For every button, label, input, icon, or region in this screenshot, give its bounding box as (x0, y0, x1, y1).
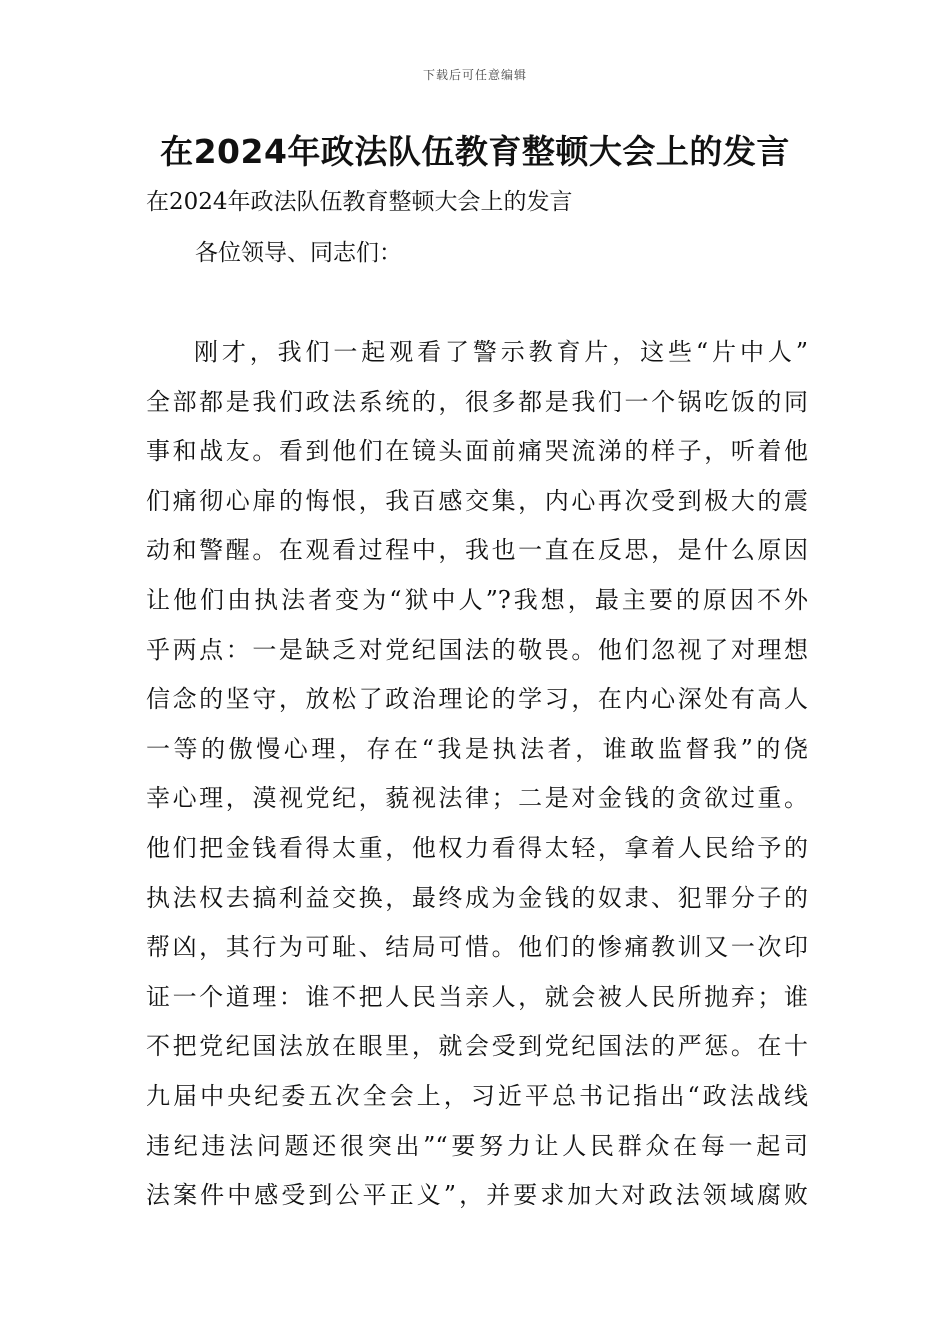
body-paragraph (146, 328, 808, 1221)
paragraph-line: 不把党纪国法放在眼里，就会受到党纪国法的严惩。在十 (146, 1032, 808, 1061)
paragraph-line: 一等的傲慢心理，存在“我是执法者，谁敢监督我”的侥 (146, 734, 808, 763)
paragraph-line: 乎两点：一是缺乏对党纪国法的敬畏。他们忽视了对理想 (146, 635, 808, 664)
paragraph-line: 信念的坚守，放松了政治理论的学习，在内心深处有高人 (146, 685, 808, 714)
paragraph-line: 动和警醒。在观看过程中，我也一直在反思，是什么原因 (146, 536, 808, 565)
header-note: 下载后可任意编辑 (422, 68, 527, 82)
paragraph-line: 全部都是我们政法系统的，很多都是我们一个锅吃饭的同 (146, 387, 808, 416)
paragraph-line: 九届中央纪委五次全会上，习近平总书记指出“政法战线 (146, 1081, 808, 1110)
paragraph-line: 们痛彻心扉的悔恨，我百感交集，内心再次受到极大的震 (146, 486, 808, 515)
paragraph-line: 法案件中感受到公平正义”，并要求加大对政法领域腐败 (146, 1181, 808, 1210)
salutation: 各位领导、同志们： (195, 240, 402, 266)
paragraph-line: 执法权去搞利益交换，最终成为金钱的奴隶、犯罪分子的 (146, 883, 808, 912)
document-subtitle: 在2024年政法队伍教育整顿大会上的发言 (146, 189, 573, 215)
document-title: 在2024年政法队伍教育整顿大会上的发言 (160, 132, 790, 171)
paragraph-line: 事和战友。看到他们在镜头面前痛哭流涕的样子，听着他 (146, 437, 808, 466)
paragraph-line: 刚才，我们一起观看了警示教育片，这些“片中人” (194, 338, 808, 366)
paragraph-line: 让他们由执法者变为“狱中人”?我想，最主要的原因不外 (146, 585, 808, 614)
paragraph-line: 帮凶，其行为可耻、结局可惜。他们的惨痛教训又一次印 (146, 933, 808, 962)
paragraph-line: 违纪违法问题还很突出”“要努力让人民群众在每一起司 (146, 1131, 808, 1160)
paragraph-line: 他们把金钱看得太重，他权力看得太轻，拿着人民给予的 (146, 833, 808, 862)
paragraph-line: 幸心理，漠视党纪，藐视法律；二是对金钱的贪欲过重。 (146, 784, 808, 813)
paragraph-line: 证一个道理：谁不把人民当亲人，就会被人民所抛弃；谁 (146, 982, 808, 1011)
